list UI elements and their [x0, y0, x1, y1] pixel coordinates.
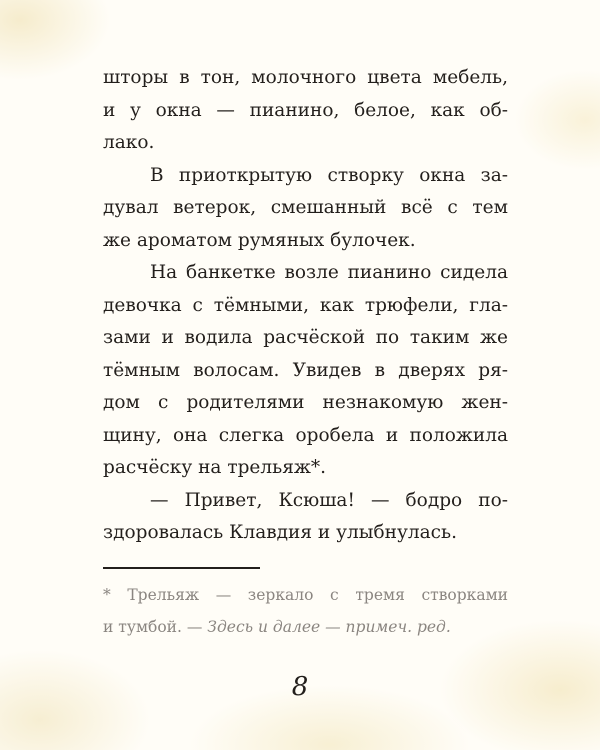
- body-line: — Привет, Ксюша! — бодро по-: [150, 489, 508, 511]
- footnote: [103, 579, 508, 643]
- body-line: дом с родителями незнакомую жен-: [103, 392, 508, 413]
- footnote-editor-note: Здесь и далее — примеч. ред.: [207, 618, 451, 636]
- footnote-line-2: [103, 611, 508, 643]
- body-line: зами и водила расчёской по таким же: [103, 327, 508, 348]
- page-number: 8: [291, 672, 309, 702]
- body-line: здоровалась Клавдия и улыбнулась.: [103, 522, 457, 543]
- body-line: щину, она слегка оробела и положила: [103, 424, 508, 446]
- footnote-divider: [103, 567, 260, 569]
- footnote-line-1: * Трельяж — зеркало с тремя створками: [103, 586, 508, 604]
- body-line: дувал ветерок, смешанный всё с тем: [103, 197, 508, 218]
- body-text: [103, 62, 508, 550]
- body-line: шторы в тон, молочного цвета мебель,: [103, 67, 508, 88]
- body-line: и у окна — пианино, белое, как об-: [103, 99, 508, 121]
- body-line: В приоткрытую створку окна за-: [150, 164, 508, 186]
- body-line: тёмным волосам. Увидев в дверях ря-: [103, 359, 508, 381]
- body-line: расчёску на трельяж*.: [103, 457, 327, 478]
- body-line: девочка с тёмными, как трюфели, гла-: [103, 294, 508, 316]
- body-line: лако.: [103, 132, 155, 153]
- body-line: же ароматом румяных булочек.: [103, 229, 416, 251]
- body-line: На банкетке возле пианино сидела: [150, 262, 508, 283]
- footnote-plain-text: и тумбой. —: [103, 618, 208, 636]
